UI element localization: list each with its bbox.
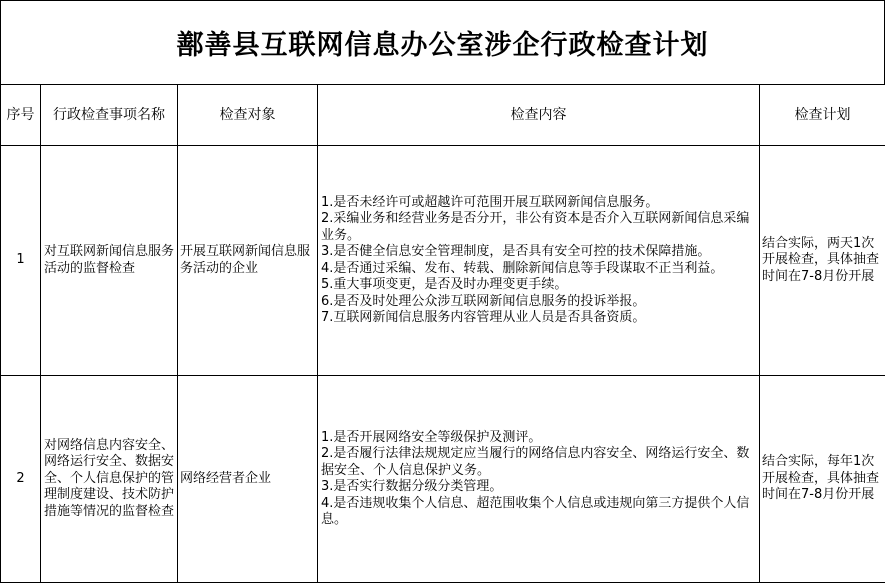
table-row	[1, 146, 885, 376]
inspection-content	[318, 376, 760, 583]
inspection-plan: 结合实际，每年1次开展检查，具体抽查时间在7-8月份开展	[760, 376, 885, 583]
row-number: 2	[1, 376, 41, 583]
inspection-target: 网络经营者企业	[178, 376, 318, 583]
header-target: 检查对象	[178, 85, 318, 146]
content-line: 2.采编业务和经营业务是否分开，非公有资本是否介入互联网新闻信息采编业务。	[321, 211, 750, 243]
page-title: 鄯善县互联网信息办公室涉企行政检查计划	[176, 30, 709, 61]
inspection-content	[318, 146, 760, 376]
inspection-plan-table	[0, 84, 885, 583]
table-header-row	[1, 85, 885, 146]
header-no: 序号	[1, 85, 41, 146]
inspection-target: 开展互联网新闻信息服务活动的企业	[178, 146, 318, 376]
table-row	[1, 376, 885, 583]
content-line: 3.是否健全信息安全管理制度，是否具有安全可控的技术保障措施。	[321, 244, 711, 259]
content-line: 3.是否实行数据分级分类管理。	[321, 479, 503, 494]
content-line: 4.是否违规收集个人信息、超范围收集个人信息或违规向第三方提供个人信息。	[321, 495, 750, 527]
content-line: 1.是否开展网络安全等级保护及测评。	[321, 429, 542, 445]
content-line: 7.互联网新闻信息服务内容管理从业人员是否具备资质。	[321, 310, 646, 325]
row-number: 1	[1, 146, 41, 376]
inspection-plan: 结合实际，两天1次开展检查，具体抽查时间在7-8月份开展	[760, 146, 885, 376]
header-name: 行政检查事项名称	[41, 85, 178, 146]
header-content: 检查内容	[318, 85, 760, 146]
header-plan: 检查计划	[760, 85, 885, 146]
title-row	[0, 0, 885, 84]
item-name: 对网络信息内容安全、网络运行安全、数据安全、个人信息保护的管理制度建设、技术防护措施等情况的监督检查	[41, 376, 178, 583]
content-line: 4.是否通过采编、发布、转载、删除新闻信息等手段谋取不正当利益。	[321, 260, 724, 276]
content-line: 1.是否未经许可或超越许可范围开展互联网新闻信息服务。	[321, 194, 659, 210]
content-line: 5.重大事项变更，是否及时办理变更手续。	[321, 277, 568, 292]
content-line: 6.是否及时处理公众涉互联网新闻信息服务的投诉举报。	[321, 293, 646, 309]
content-line: 2.是否履行法律法规规定应当履行的网络信息内容安全、网络运行安全、数据安全、个人信息保护义务。	[321, 446, 750, 478]
item-name: 对互联网新闻信息服务活动的监督检查	[41, 146, 178, 376]
